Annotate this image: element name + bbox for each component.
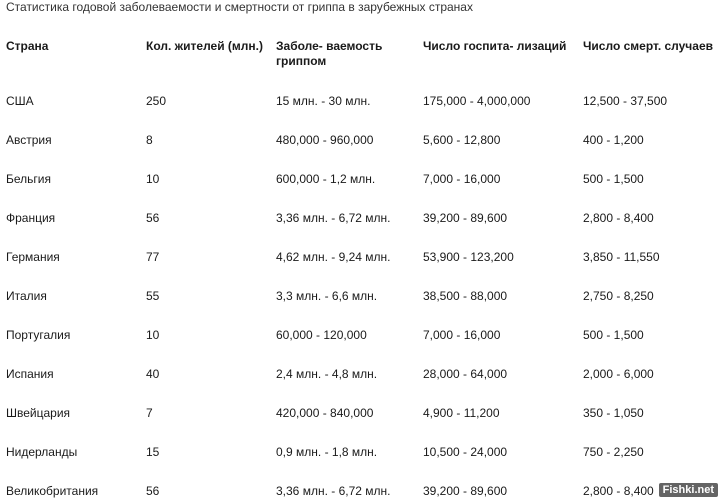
cell-population: 10: [146, 172, 160, 186]
cell-country: Франция: [6, 211, 56, 225]
cell-country: Португалия: [6, 328, 71, 342]
header-morbidity: Заболе- ваемость гриппом: [276, 39, 383, 68]
cell-country: Италия: [6, 289, 47, 303]
cell-hospitalizations: 38,500 - 88,000: [423, 289, 508, 303]
cell-country: Австрия: [6, 133, 52, 147]
cell-hospitalizations: 4,900 - 11,200: [423, 406, 500, 420]
cell-hospitalizations: 39,200 - 89,600: [423, 211, 508, 225]
cell-hospitalizations: 5,600 - 12,800: [423, 133, 501, 147]
cell-country: Германия: [6, 250, 60, 264]
cell-population: 40: [146, 367, 160, 381]
cell-deaths: 500 - 1,500: [583, 328, 644, 342]
cell-hospitalizations: 175,000 - 4,000,000: [423, 94, 531, 108]
cell-hospitalizations: 39,200 - 89,600: [423, 484, 508, 498]
cell-hospitalizations: 53,900 - 123,200: [423, 250, 514, 264]
table-row: [0, 443, 723, 461]
cell-morbidity: 4,62 млн. - 9,24 млн.: [276, 250, 391, 264]
cell-population: 250: [146, 94, 167, 108]
cell-country: США: [6, 94, 34, 108]
header-deaths: Число смерт. случаев: [583, 39, 714, 53]
cell-hospitalizations: 7,000 - 16,000: [423, 172, 501, 186]
cell-morbidity: 60,000 - 120,000: [276, 328, 367, 342]
cell-deaths: 400 - 1,200: [583, 133, 644, 147]
cell-morbidity: 3,36 млн. - 6,72 млн.: [276, 211, 391, 225]
header-hospitalizations: Число госпита- лизаций: [423, 39, 567, 53]
table-row: [0, 287, 723, 305]
cell-country: Швейцария: [6, 406, 71, 420]
cell-morbidity: 3,36 млн. - 6,72 млн.: [276, 484, 391, 498]
cell-morbidity: 480,000 - 960,000: [276, 133, 374, 147]
cell-country: Бельгия: [6, 172, 51, 186]
cell-deaths: 350 - 1,050: [583, 406, 644, 420]
table-row: [0, 131, 723, 149]
table-row: [0, 482, 723, 500]
cell-population: 15: [146, 445, 160, 459]
header-population: Кол. жителей (млн.): [146, 39, 264, 53]
header-country: Страна: [6, 39, 49, 53]
cell-morbidity: 3,3 млн. - 6,6 млн.: [276, 289, 378, 303]
cell-morbidity: 600,000 - 1,2 млн.: [276, 172, 376, 186]
cell-morbidity: 2,4 млн. - 4,8 млн.: [276, 367, 378, 381]
table-row: [0, 404, 723, 422]
cell-deaths: 2,750 - 8,250: [583, 289, 654, 303]
cell-country: Великобритания: [6, 484, 99, 498]
cell-deaths: 500 - 1,500: [583, 172, 644, 186]
cell-deaths: 2,800 - 8,400: [583, 211, 654, 225]
cell-population: 8: [146, 133, 153, 147]
cell-population: 10: [146, 328, 160, 342]
table-row: [0, 170, 723, 188]
table-row: [0, 365, 723, 383]
cell-deaths: 3,850 - 11,550: [583, 250, 660, 264]
cell-population: 56: [146, 484, 160, 498]
watermark-logo: Fishki.net: [659, 483, 718, 497]
table-row: [0, 209, 723, 227]
cell-country: Испания: [6, 367, 54, 381]
cell-morbidity: 0,9 млн. - 1,8 млн.: [276, 445, 378, 459]
cell-deaths: 750 - 2,250: [583, 445, 644, 459]
table-row: [0, 248, 723, 266]
cell-population: 56: [146, 211, 160, 225]
cell-hospitalizations: 28,000 - 64,000: [423, 367, 508, 381]
cell-country: Нидерланды: [6, 445, 78, 459]
cell-morbidity: 15 млн. - 30 млн.: [276, 94, 371, 108]
cell-population: 77: [146, 250, 160, 264]
cell-population: 7: [146, 406, 153, 420]
cell-deaths: 2,000 - 6,000: [583, 367, 654, 381]
cell-morbidity: 420,000 - 840,000: [276, 406, 374, 420]
table-row: [0, 326, 723, 344]
cell-hospitalizations: 10,500 - 24,000: [423, 445, 508, 459]
cell-deaths: 12,500 - 37,500: [583, 94, 668, 108]
cell-deaths: 2,800 - 8,400: [583, 484, 654, 498]
page-title: Статистика годовой заболеваемости и смертности от гриппа в зарубежных странах: [6, 0, 473, 14]
cell-hospitalizations: 7,000 - 16,000: [423, 328, 501, 342]
cell-population: 55: [146, 289, 160, 303]
table-row: [0, 92, 723, 110]
